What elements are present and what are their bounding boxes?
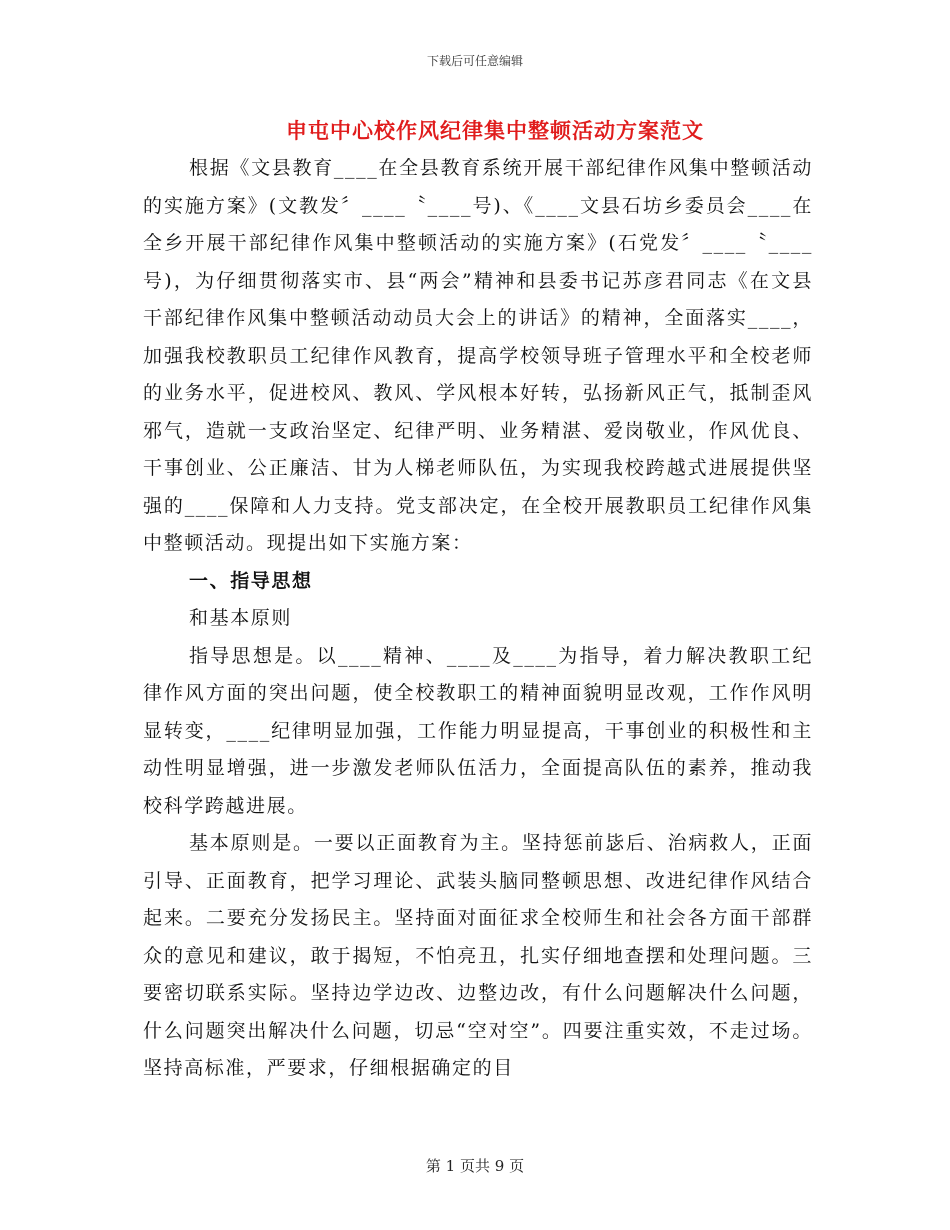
page-header: 下载后可任意编辑 xyxy=(426,54,523,68)
paragraph-intro: 根据《文县教育____在全县教育系统开展干部纪律作风集中整顿活动的实施方案》(文教发〞____〝____号)、《____文县石坊乡委员会____在全乡开展干部纪律作风集中整顿活动的实施方案》(石党发〞____〝____号)，为仔细贯彻落实市、县“两会”精神和县委书记苏彦君同志《在文县干部纪律作风集中整顿活动动员大会上的讲话》的精神，全面落实____，加强我校教职员工纪律作风教育，提高学校领导班子管理水平和全校老师的业务水平，促进校风、教风、学风根本好转，弘扬新风正气，抵制歪风邪气，造就一支政治坚定、纪律严明、业务精湛、爱岗敬业，作风优良、干事创业、公正廉洁、甘为人梯老师队伍，为实现我校跨越式进展提供坚强的____保障和人力支持。党支部决定，在全校开展教职员工纪律作风集中整顿活动。现提出如下实施方案： xyxy=(143,157,813,554)
paragraph-guiding-ideology: 指导思想是。以____精神、____及____为指导，着力解决教职工纪律作风方面的突出问题，使全校教职工的精神面貌明显改观，工作作风明显转变，____纪律明显加强，工作能力明显提高，干事创业的积极性和主动性明显增强，进一步激发老师队伍活力，全面提高队伍的素养，推动我校科学跨越进展。 xyxy=(143,644,813,817)
page-footer: 第 1 页共 9 页 xyxy=(425,1157,525,1175)
section-subheading-basic-principles: 和基本原则 xyxy=(189,607,293,629)
paragraph-basic-principles: 基本原则是。一要以正面教育为主。坚持惩前毖后、治病救人，正面引导、正面教育，把学习理论、武装头脑同整顿思想、改进纪律作风结合起来。二要充分发扬民主。坚持面对面征求全校师生和社会各方面干部群众的意见和建议，敢于揭短，不怕亮丑，扎实仔细地查摆和处理问题。三要密切联系实际。坚持边学边改、边整边改，有什么问题解决什么问题，什么问题突出解决什么问题，切忌“空对空”。四要注重实效，不走过场。坚持高标准，严要求，仔细根据确定的目 xyxy=(143,832,813,1079)
document-title: 申屯中心校作风纪律集中整顿活动方案范文 xyxy=(286,118,704,143)
document-body xyxy=(143,150,813,1088)
section-heading-guiding-ideology: 一、指导思想 xyxy=(189,569,313,592)
